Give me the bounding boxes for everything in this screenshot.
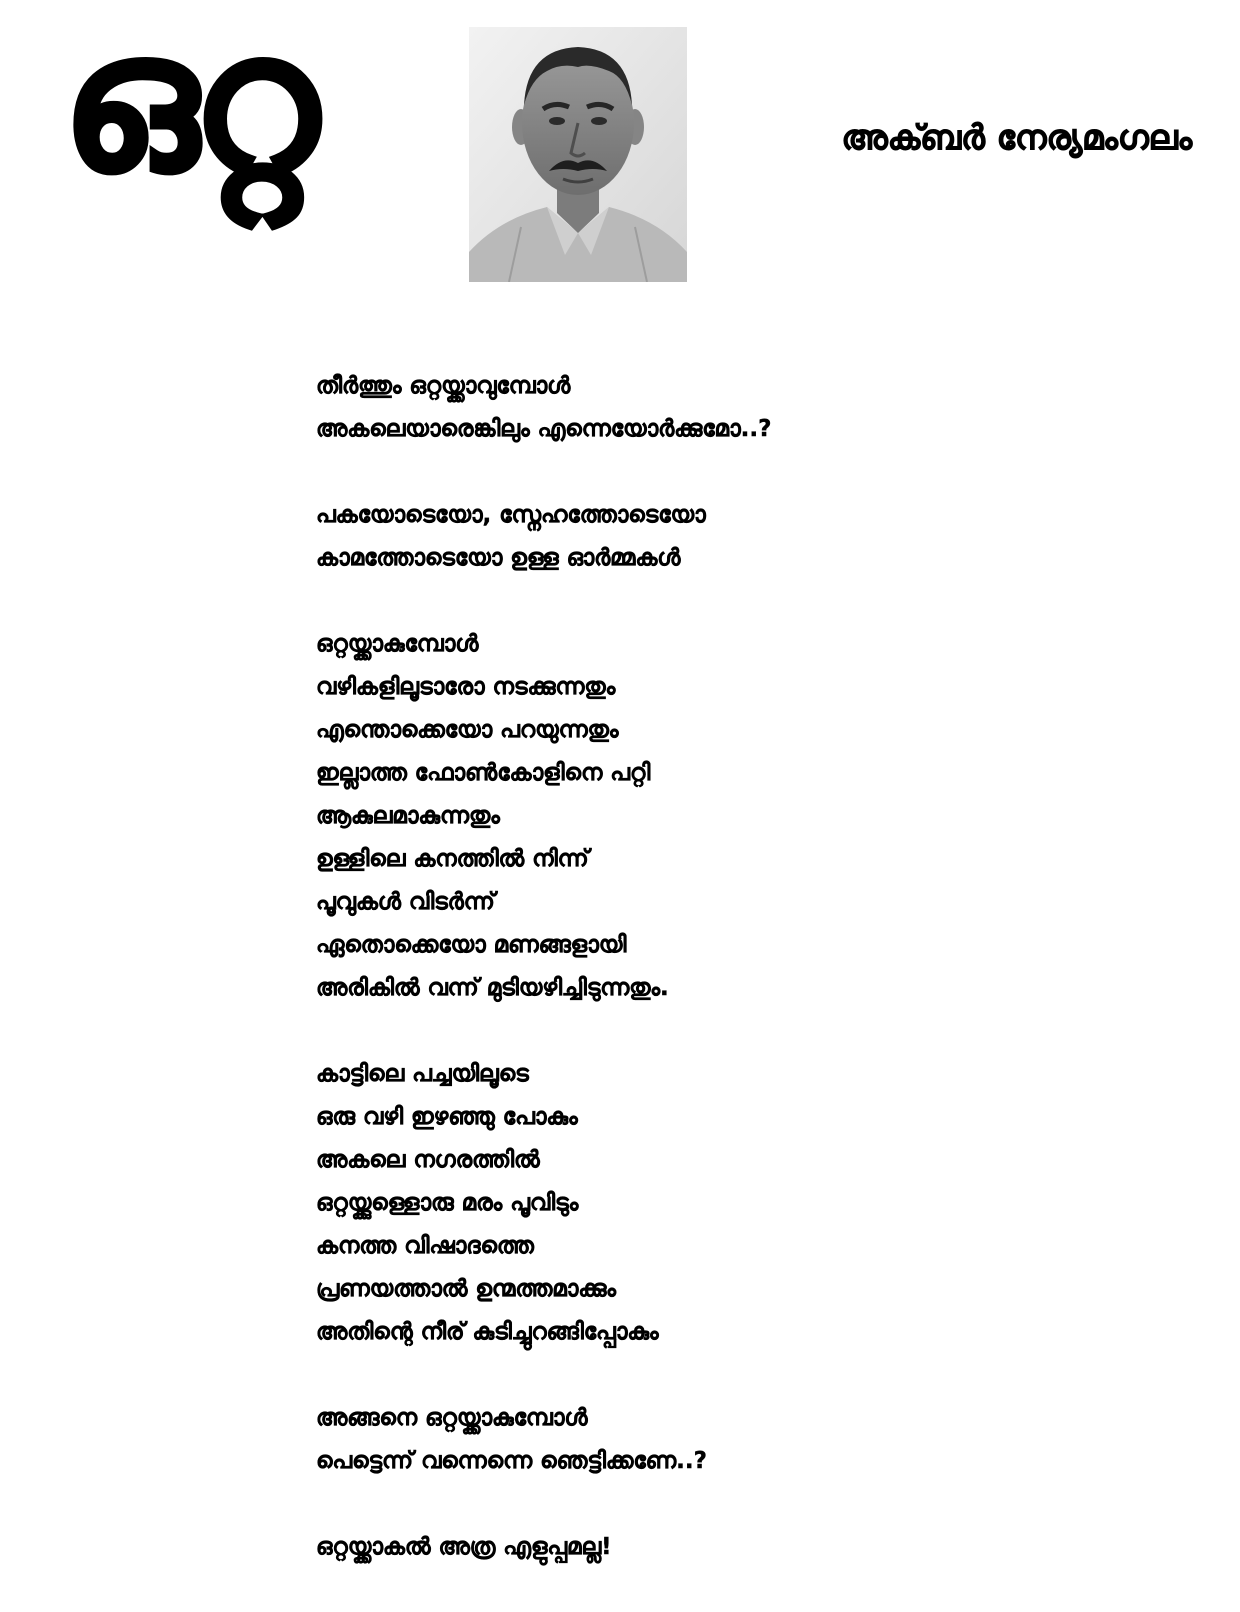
stanza	[316, 1053, 1196, 1354]
poem-line: കാട്ടിലെ പച്ചയിലൂടെ	[316, 1061, 529, 1087]
poem-line: ഇല്ലാത്ത ഫോൺകോളിനെ പറ്റി	[316, 760, 651, 786]
poem-line: ഒറ്റയ്ക്കാകൽ അത്ര എളുപ്പമല്ല!	[316, 1534, 612, 1560]
poem-body	[316, 365, 1196, 1612]
poem-line: പകയോടെയോ, സ്നേഹത്തോടെയോ	[316, 502, 706, 528]
poem-line: എന്തൊക്കെയോ പറയുന്നതും	[316, 717, 619, 743]
poem-line: കാമത്തോടെയോ ഉള്ള ഓർമ്മകൾ	[316, 545, 681, 571]
poem-line: അകലെ നഗരത്തിൽ	[316, 1147, 540, 1173]
stanza	[316, 623, 1196, 1010]
poem-line: ഒരു വഴി ഇഴഞ്ഞു പോകും	[316, 1104, 578, 1130]
poem-line: തീർത്തും ഒറ്റയ്ക്കാവുമ്പോൾ	[316, 373, 571, 399]
poem-line: കനത്ത വിഷാദത്തെ	[316, 1233, 534, 1259]
poem-line: അരികിൽ വന്ന് മുടിയഴിച്ചിടുന്നതും.	[316, 975, 669, 1001]
stanza	[316, 1397, 1196, 1483]
author-photo	[469, 27, 687, 282]
poem-line: അതിന്റെ നീര് കുടിച്ചുറങ്ങിപ്പോകും	[316, 1319, 659, 1345]
author-name: അക്ബർ നേര്യമംഗലം	[841, 118, 1192, 158]
poem-line: ഏതൊക്കെയോ മണങ്ങളായി	[316, 932, 627, 958]
stanza	[316, 365, 1196, 451]
poem-line: പൂവുകൾ വിടർന്ന്	[316, 889, 495, 915]
poem-line: ഒറ്റയ്ക്കുള്ളൊരു മരം പൂവിടും	[316, 1190, 579, 1216]
poem-line: അകലെയാരെങ്കിലും എന്നെയോർക്കുമോ..?	[316, 416, 772, 442]
poem-line: അങ്ങനെ ഒറ്റയ്ക്കാകുമ്പോൾ	[316, 1405, 588, 1431]
poem-line: വഴികളിലൂടാരോ നടക്കുന്നതും	[316, 674, 616, 700]
poem-line: ഉള്ളിലെ കനത്തിൽ നിന്ന്	[316, 846, 589, 872]
stanza	[316, 494, 1196, 580]
poem-title: ഒറ്റ	[62, 0, 313, 213]
portrait-photo-icon	[469, 27, 687, 282]
poem-line: ഒറ്റയ്ക്കാകുമ്പോൾ	[316, 631, 479, 657]
poem-line: ആകുലമാകുന്നതും	[316, 803, 500, 829]
poem-line: പ്രണയത്താൽ ഉന്മത്തമാക്കും	[316, 1276, 616, 1302]
stanza	[316, 1526, 1196, 1569]
poem-line: പെട്ടെന്ന് വന്നെന്നെ ഞെട്ടിക്കണേ..?	[316, 1448, 707, 1474]
